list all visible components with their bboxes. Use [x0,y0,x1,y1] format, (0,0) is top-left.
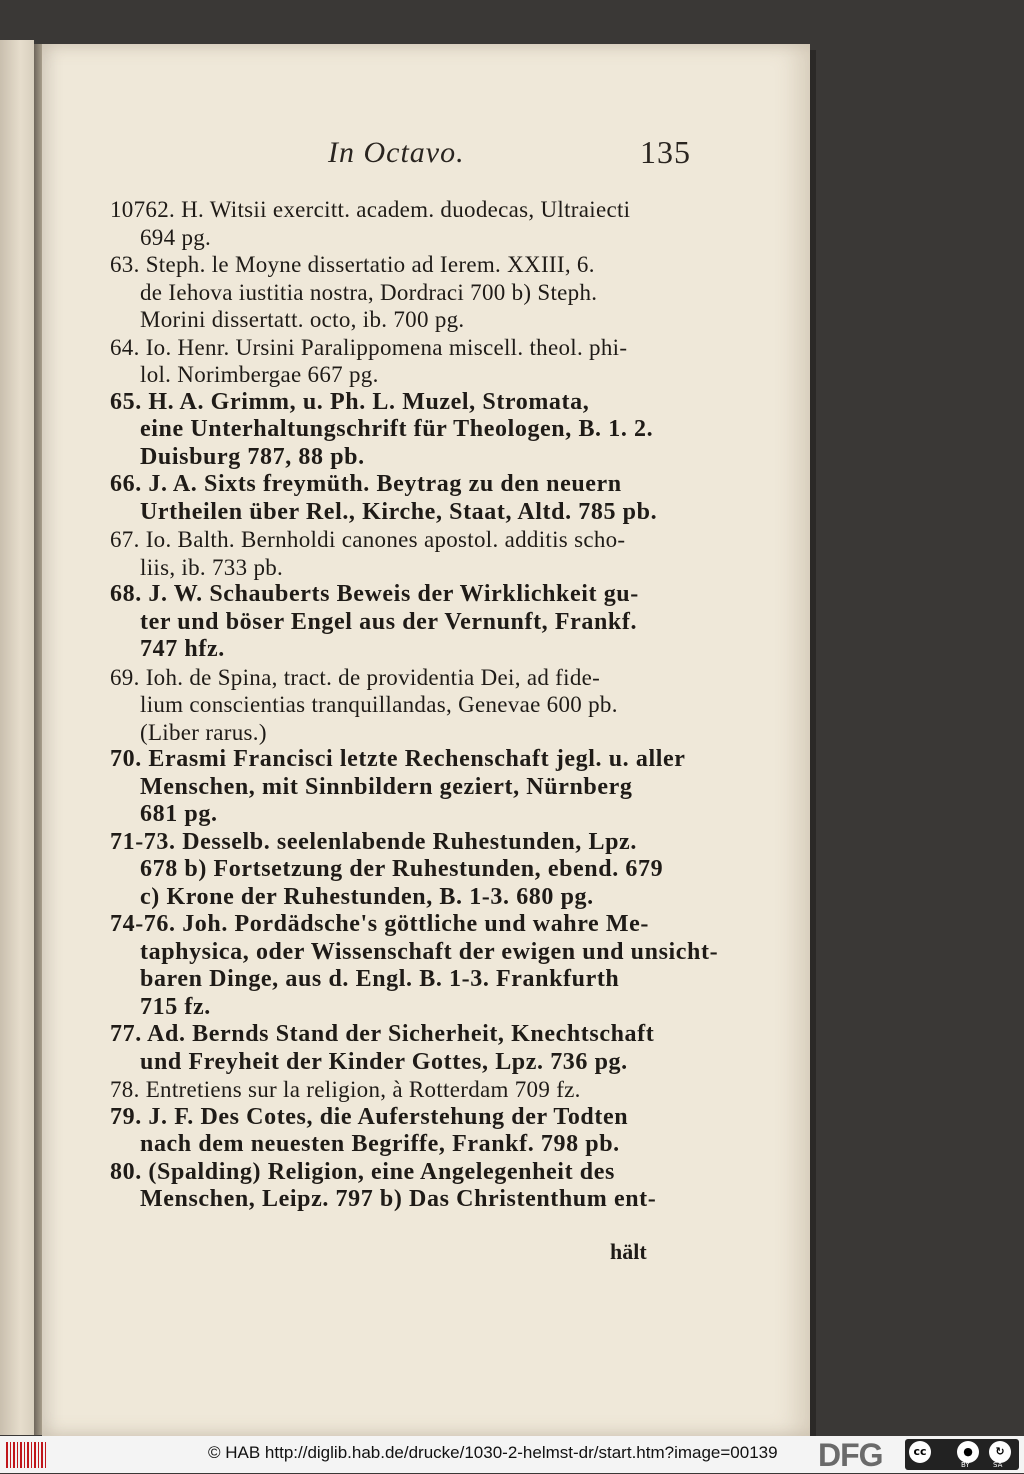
left-page-edge [0,40,34,1435]
cc-icon: cc [909,1441,931,1463]
entry-line: taphysica, oder Wissenschaft der ewigen und unsicht- [140,938,719,965]
book-page [42,44,810,1436]
entry-line: 68. J. W. Schauberts Beweis der Wirklichkeit gu- [110,581,639,607]
entry-line: 71-73. Desselb. seelenlabende Ruhestunden, Lpz. [110,828,637,855]
entry-line: 67. Io. Balth. Bernholdi canones apostol. additis scho- [110,527,626,552]
entry-line: lium conscientias tranquillandas, Genevae 600 pb. [140,692,618,717]
page-shadow [810,50,816,1436]
entry-line: 78. Entretiens sur la religion, à Rotterdam 709 fz. [110,1077,581,1102]
entry-line: 715 fz. [140,993,211,1020]
entry-line: 678 b) Fortsetzung der Ruhestunden, ebend. 679 [140,856,664,882]
page-header [42,134,810,174]
entry-line: ter und böser Engel aus der Vernunft, Frankf. [140,608,638,635]
running-title: In Octavo. [328,136,465,169]
entry-line: (Liber rarus.) [140,719,267,745]
entry-line: lol. Norimbergae 667 pg. [140,362,379,387]
entry-line: Duisburg 787, 88 pb. [140,443,365,470]
license-by-label: BY [961,1461,970,1469]
catalog-entries [110,196,719,1214]
entry-line: Menschen, mit Sinnbildern geziert, Nürnberg [140,773,633,800]
entry-line: Morini dissertatt. octo, ib. 700 pg. [140,307,465,332]
entry-line: 79. J. F. Des Cotes, die Auferstehung der Todten [110,1103,629,1130]
entry-line: 74-76. Joh. Pordädsche's göttliche und wahre Me- [110,911,650,937]
entry-line: 10762. H. Witsii exercitt. academ. duodecas, Ultraiecti [110,197,631,222]
dfg-logo: DFG [818,1437,883,1473]
catchword: hält [610,1239,647,1264]
page-number: 135 [640,134,691,170]
entry-line: 77. Ad. Bernds Stand der Sicherheit, Knechtschaft [110,1021,655,1047]
book-spine-edge [34,44,42,1435]
entry-line: Urtheilen über Rel., Kirche, Staat, Altd. 785 pb. [140,498,658,525]
license-badge[interactable] [905,1439,1019,1470]
share-alike-icon: ↻ [989,1441,1011,1463]
barcode-icon [6,1442,46,1468]
entry-line: und Freyheit der Kinder Gottes, Lpz. 736 pg. [140,1048,628,1075]
entry-line: 66. J. A. Sixts freymüth. Beytrag zu den neuern [110,471,622,497]
entry-line: 681 pg. [140,801,218,827]
entry-line: 69. Ioh. de Spina, tract. de providentia Dei, ad fide- [110,664,601,690]
license-sa-label: SA [993,1461,1003,1469]
entry-line: nach dem neuesten Begriffe, Frankf. 798 pb. [140,1131,620,1157]
viewer-footer [0,1436,1024,1473]
entry-line: 64. Io. Henr. Ursini Paralippomena miscell. theol. phi- [110,334,628,360]
entry-line: liis, ib. 733 pb. [140,554,284,580]
attribution-icon: ● [957,1441,979,1463]
entry-line: de Iehova iustitia nostra, Dordraci 700 b) Steph. [140,279,598,305]
entry-line: 80. (Spalding) Religion, eine Angelegenheit des [110,1158,615,1185]
entry-line: 70. Erasmi Francisci letzte Rechenschaft jegl. u. aller [110,746,686,772]
entry-line: 747 hfz. [140,636,225,662]
entry-line: 65. H. A. Grimm, u. Ph. L. Muzel, Stromata, [110,388,590,415]
entry-line: baren Dinge, aus d. Engl. B. 1-3. Frankfurth [140,966,620,992]
entry-line: 63. Steph. le Moyne dissertatio ad Ierem. XXIII, 6. [110,252,595,277]
entry-line: c) Krone der Ruhestunden, B. 1-3. 680 pg. [140,883,594,910]
entry-line: eine Unterhaltungschrift für Theologen, B. 1. 2. [140,416,654,442]
credit-link[interactable]: © HAB http://diglib.hab.de/drucke/1030-2-helmst-dr/start.htm?image=00139 [208,1443,778,1462]
entry-line: 694 pg. [140,224,212,250]
entry-line: Menschen, Leipz. 797 b) Das Christenthum ent- [140,1186,657,1212]
